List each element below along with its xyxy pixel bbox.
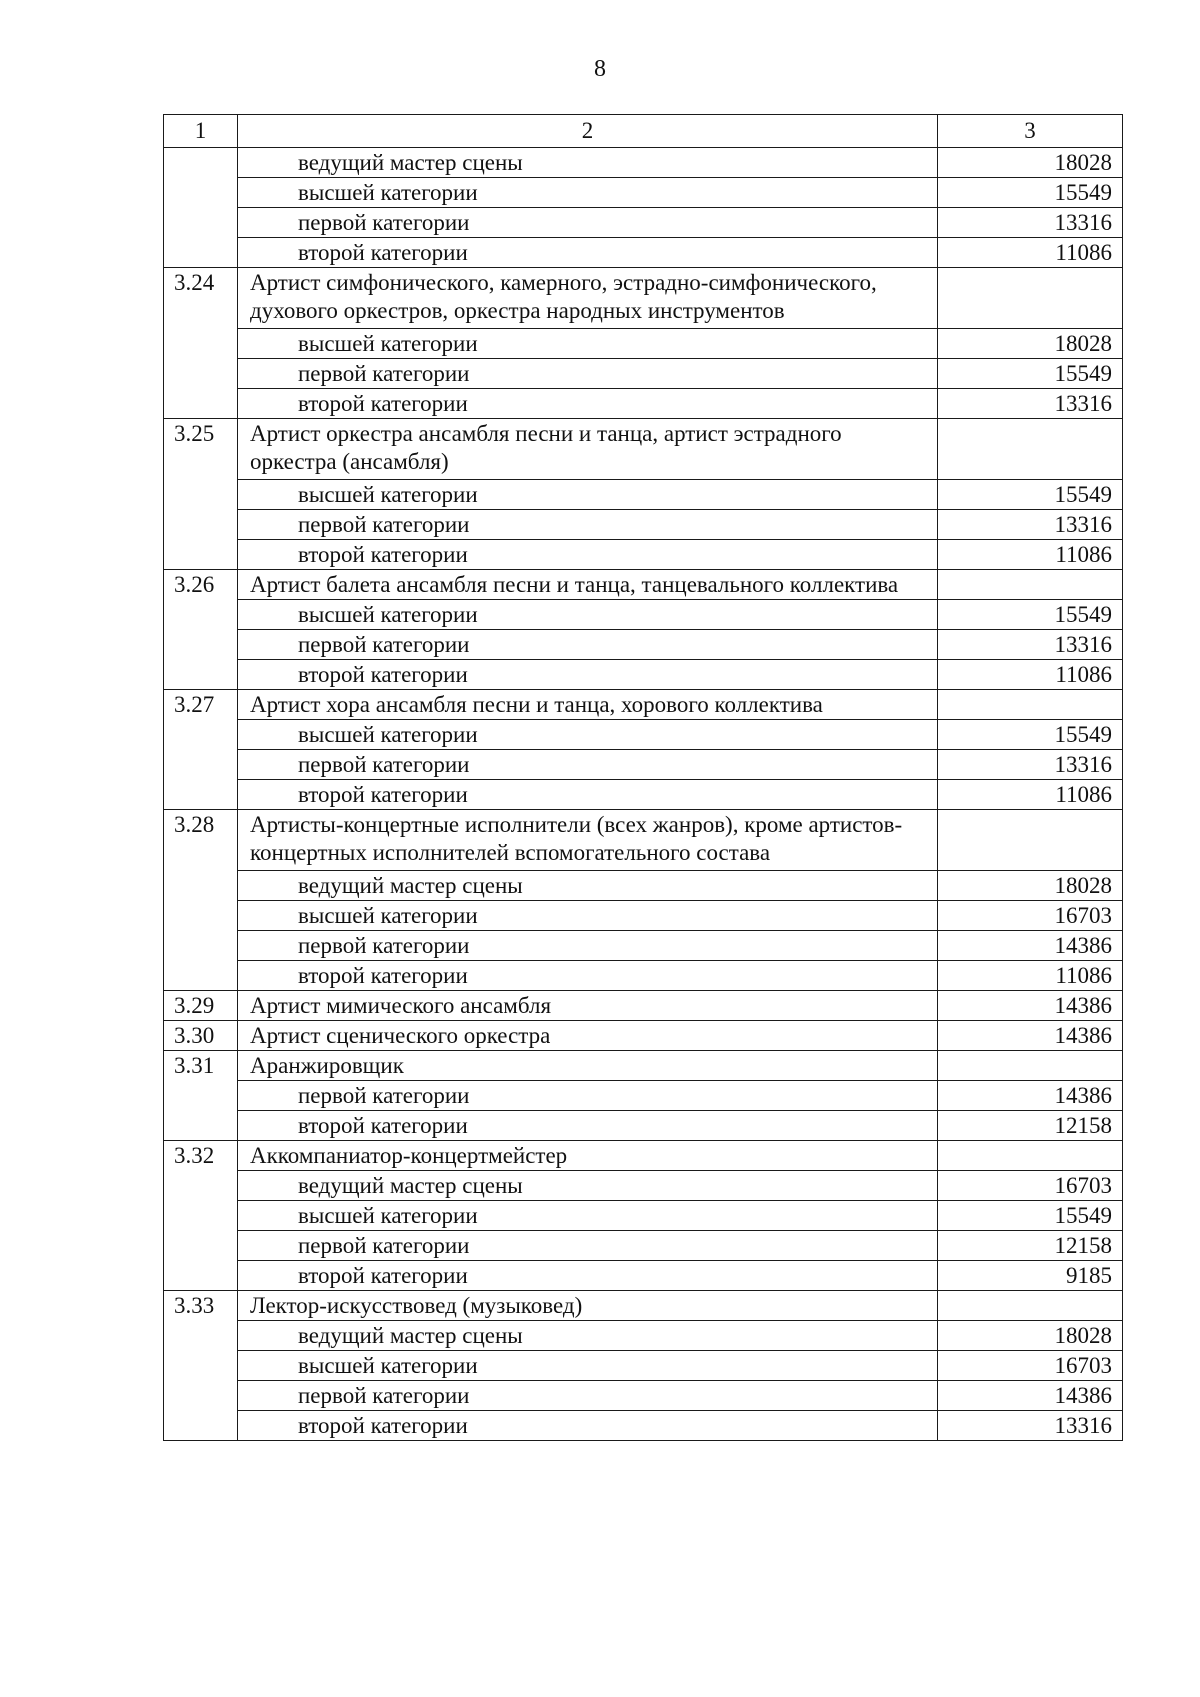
category-row bbox=[164, 480, 1123, 510]
salary-value bbox=[938, 419, 1123, 480]
table-header-row bbox=[164, 115, 1123, 148]
category-row bbox=[164, 1261, 1123, 1291]
category-row bbox=[164, 750, 1123, 780]
position-title: Аранжировщик bbox=[238, 1051, 938, 1081]
category-label: высшей категории bbox=[238, 901, 938, 931]
row-number bbox=[164, 1111, 238, 1141]
salary-value: 11086 bbox=[938, 961, 1123, 991]
category-row bbox=[164, 720, 1123, 750]
row-number bbox=[164, 208, 238, 238]
row-number bbox=[164, 329, 238, 359]
category-label: ведущий мастер сцены bbox=[238, 1321, 938, 1351]
row-number bbox=[164, 931, 238, 961]
header-col-3: 3 bbox=[938, 115, 1123, 148]
category-row bbox=[164, 510, 1123, 540]
position-title: Артист сценического оркестра bbox=[238, 1021, 938, 1051]
row-number bbox=[164, 178, 238, 208]
salary-table-body bbox=[164, 115, 1123, 1441]
row-number bbox=[164, 1351, 238, 1381]
row-number: 3.29 bbox=[164, 991, 238, 1021]
row-number: 3.27 bbox=[164, 690, 238, 720]
salary-value: 15549 bbox=[938, 1201, 1123, 1231]
category-label: первой категории bbox=[238, 931, 938, 961]
salary-value bbox=[938, 570, 1123, 600]
header-col-1: 1 bbox=[164, 115, 238, 148]
position-title: Артист мимического ансамбля bbox=[238, 991, 938, 1021]
category-row bbox=[164, 600, 1123, 630]
salary-value bbox=[938, 1291, 1123, 1321]
salary-value: 9185 bbox=[938, 1261, 1123, 1291]
category-row bbox=[164, 148, 1123, 178]
section-row bbox=[164, 1021, 1123, 1051]
salary-value: 13316 bbox=[938, 389, 1123, 419]
row-number bbox=[164, 720, 238, 750]
row-number: 3.24 bbox=[164, 268, 238, 329]
row-number bbox=[164, 238, 238, 268]
category-label: высшей категории bbox=[238, 1201, 938, 1231]
salary-value: 11086 bbox=[938, 780, 1123, 810]
salary-value bbox=[938, 1051, 1123, 1081]
category-row bbox=[164, 329, 1123, 359]
row-number bbox=[164, 1081, 238, 1111]
category-label: высшей категории bbox=[238, 480, 938, 510]
salary-value: 14386 bbox=[938, 1081, 1123, 1111]
section-row bbox=[164, 1141, 1123, 1171]
category-label: второй категории bbox=[238, 961, 938, 991]
category-row bbox=[164, 208, 1123, 238]
salary-value: 13316 bbox=[938, 750, 1123, 780]
position-title: Артист симфонического, камерного, эстрадно-симфонического, духового оркестров, оркестра народных инструментов bbox=[238, 268, 938, 329]
category-row bbox=[164, 1171, 1123, 1201]
salary-value: 14386 bbox=[938, 991, 1123, 1021]
salary-table bbox=[163, 114, 1123, 1441]
row-number: 3.33 bbox=[164, 1291, 238, 1321]
row-number bbox=[164, 1231, 238, 1261]
category-label: второй категории bbox=[238, 389, 938, 419]
salary-value: 18028 bbox=[938, 148, 1123, 178]
row-number bbox=[164, 961, 238, 991]
category-row bbox=[164, 1321, 1123, 1351]
category-row bbox=[164, 901, 1123, 931]
category-label: первой категории bbox=[238, 1231, 938, 1261]
salary-value bbox=[938, 1141, 1123, 1171]
row-number bbox=[164, 780, 238, 810]
section-row bbox=[164, 570, 1123, 600]
row-number bbox=[164, 1321, 238, 1351]
salary-table-container bbox=[163, 114, 1122, 1441]
row-number bbox=[164, 871, 238, 901]
salary-value: 14386 bbox=[938, 1381, 1123, 1411]
category-label: высшей категории bbox=[238, 178, 938, 208]
salary-value: 12158 bbox=[938, 1231, 1123, 1261]
category-row bbox=[164, 359, 1123, 389]
position-title: Лектор-искусствовед (музыковед) bbox=[238, 1291, 938, 1321]
category-row bbox=[164, 961, 1123, 991]
salary-value: 15549 bbox=[938, 359, 1123, 389]
salary-value: 13316 bbox=[938, 510, 1123, 540]
salary-value: 15549 bbox=[938, 480, 1123, 510]
category-row bbox=[164, 780, 1123, 810]
salary-value: 18028 bbox=[938, 871, 1123, 901]
row-number bbox=[164, 389, 238, 419]
row-number bbox=[164, 510, 238, 540]
category-label: ведущий мастер сцены bbox=[238, 871, 938, 901]
category-row bbox=[164, 1201, 1123, 1231]
salary-value: 14386 bbox=[938, 931, 1123, 961]
salary-value: 12158 bbox=[938, 1111, 1123, 1141]
section-row bbox=[164, 419, 1123, 480]
row-number bbox=[164, 750, 238, 780]
category-label: второй категории bbox=[238, 238, 938, 268]
category-label: второй категории bbox=[238, 1111, 938, 1141]
category-row bbox=[164, 1381, 1123, 1411]
salary-value: 16703 bbox=[938, 901, 1123, 931]
category-label: первой категории bbox=[238, 750, 938, 780]
salary-value bbox=[938, 810, 1123, 871]
row-number bbox=[164, 600, 238, 630]
salary-value: 13316 bbox=[938, 630, 1123, 660]
row-number bbox=[164, 1201, 238, 1231]
row-number bbox=[164, 1171, 238, 1201]
salary-value: 15549 bbox=[938, 600, 1123, 630]
position-title: Артист оркестра ансамбля песни и танца, артист эстрадного оркестра (ансамбля) bbox=[238, 419, 938, 480]
category-label: второй категории bbox=[238, 540, 938, 570]
section-row bbox=[164, 690, 1123, 720]
category-label: первой категории bbox=[238, 359, 938, 389]
position-title: Артисты-концертные исполнители (всех жанров), кроме артистов-концертных исполнителей вспомогательного состава bbox=[238, 810, 938, 871]
row-number bbox=[164, 148, 238, 178]
row-number bbox=[164, 480, 238, 510]
salary-value: 14386 bbox=[938, 1021, 1123, 1051]
category-label: первой категории bbox=[238, 630, 938, 660]
row-number: 3.31 bbox=[164, 1051, 238, 1081]
salary-value: 15549 bbox=[938, 178, 1123, 208]
category-label: высшей категории bbox=[238, 1351, 938, 1381]
section-row bbox=[164, 268, 1123, 329]
salary-value: 11086 bbox=[938, 238, 1123, 268]
category-row bbox=[164, 931, 1123, 961]
position-title: Аккомпаниатор-концертмейстер bbox=[238, 1141, 938, 1171]
category-label: высшей категории bbox=[238, 600, 938, 630]
row-number bbox=[164, 1411, 238, 1441]
row-number bbox=[164, 630, 238, 660]
category-label: высшей категории bbox=[238, 720, 938, 750]
header-col-2: 2 bbox=[238, 115, 938, 148]
category-label: второй категории bbox=[238, 780, 938, 810]
position-title: Артист хора ансамбля песни и танца, хорового коллектива bbox=[238, 690, 938, 720]
category-row bbox=[164, 660, 1123, 690]
salary-value: 18028 bbox=[938, 1321, 1123, 1351]
category-row bbox=[164, 238, 1123, 268]
category-row bbox=[164, 1411, 1123, 1441]
category-label: второй категории bbox=[238, 1261, 938, 1291]
salary-value: 13316 bbox=[938, 208, 1123, 238]
salary-value: 16703 bbox=[938, 1171, 1123, 1201]
category-row bbox=[164, 178, 1123, 208]
position-title: Артист балета ансамбля песни и танца, танцевального коллектива bbox=[238, 570, 938, 600]
category-row bbox=[164, 1231, 1123, 1261]
category-row bbox=[164, 871, 1123, 901]
row-number: 3.25 bbox=[164, 419, 238, 480]
section-row bbox=[164, 810, 1123, 871]
category-row bbox=[164, 1081, 1123, 1111]
row-number bbox=[164, 540, 238, 570]
row-number: 3.30 bbox=[164, 1021, 238, 1051]
salary-value: 11086 bbox=[938, 540, 1123, 570]
category-row bbox=[164, 630, 1123, 660]
section-row bbox=[164, 1051, 1123, 1081]
salary-value: 16703 bbox=[938, 1351, 1123, 1381]
row-number: 3.32 bbox=[164, 1141, 238, 1171]
row-number bbox=[164, 660, 238, 690]
row-number bbox=[164, 1261, 238, 1291]
category-label: первой категории bbox=[238, 1381, 938, 1411]
salary-value bbox=[938, 268, 1123, 329]
category-label: первой категории bbox=[238, 1081, 938, 1111]
salary-value: 18028 bbox=[938, 329, 1123, 359]
category-label: первой категории bbox=[238, 510, 938, 540]
salary-value bbox=[938, 690, 1123, 720]
category-label: ведущий мастер сцены bbox=[238, 148, 938, 178]
section-row bbox=[164, 1291, 1123, 1321]
category-label: ведущий мастер сцены bbox=[238, 1171, 938, 1201]
category-label: высшей категории bbox=[238, 329, 938, 359]
salary-value: 11086 bbox=[938, 660, 1123, 690]
row-number: 3.26 bbox=[164, 570, 238, 600]
row-number: 3.28 bbox=[164, 810, 238, 871]
page-number: 8 bbox=[594, 56, 606, 82]
category-label: второй категории bbox=[238, 660, 938, 690]
salary-value: 15549 bbox=[938, 720, 1123, 750]
row-number bbox=[164, 901, 238, 931]
salary-value: 13316 bbox=[938, 1411, 1123, 1441]
category-label: второй категории bbox=[238, 1411, 938, 1441]
section-row bbox=[164, 991, 1123, 1021]
category-row bbox=[164, 1351, 1123, 1381]
category-row bbox=[164, 540, 1123, 570]
category-label: первой категории bbox=[238, 208, 938, 238]
row-number bbox=[164, 359, 238, 389]
row-number bbox=[164, 1381, 238, 1411]
category-row bbox=[164, 389, 1123, 419]
category-row bbox=[164, 1111, 1123, 1141]
